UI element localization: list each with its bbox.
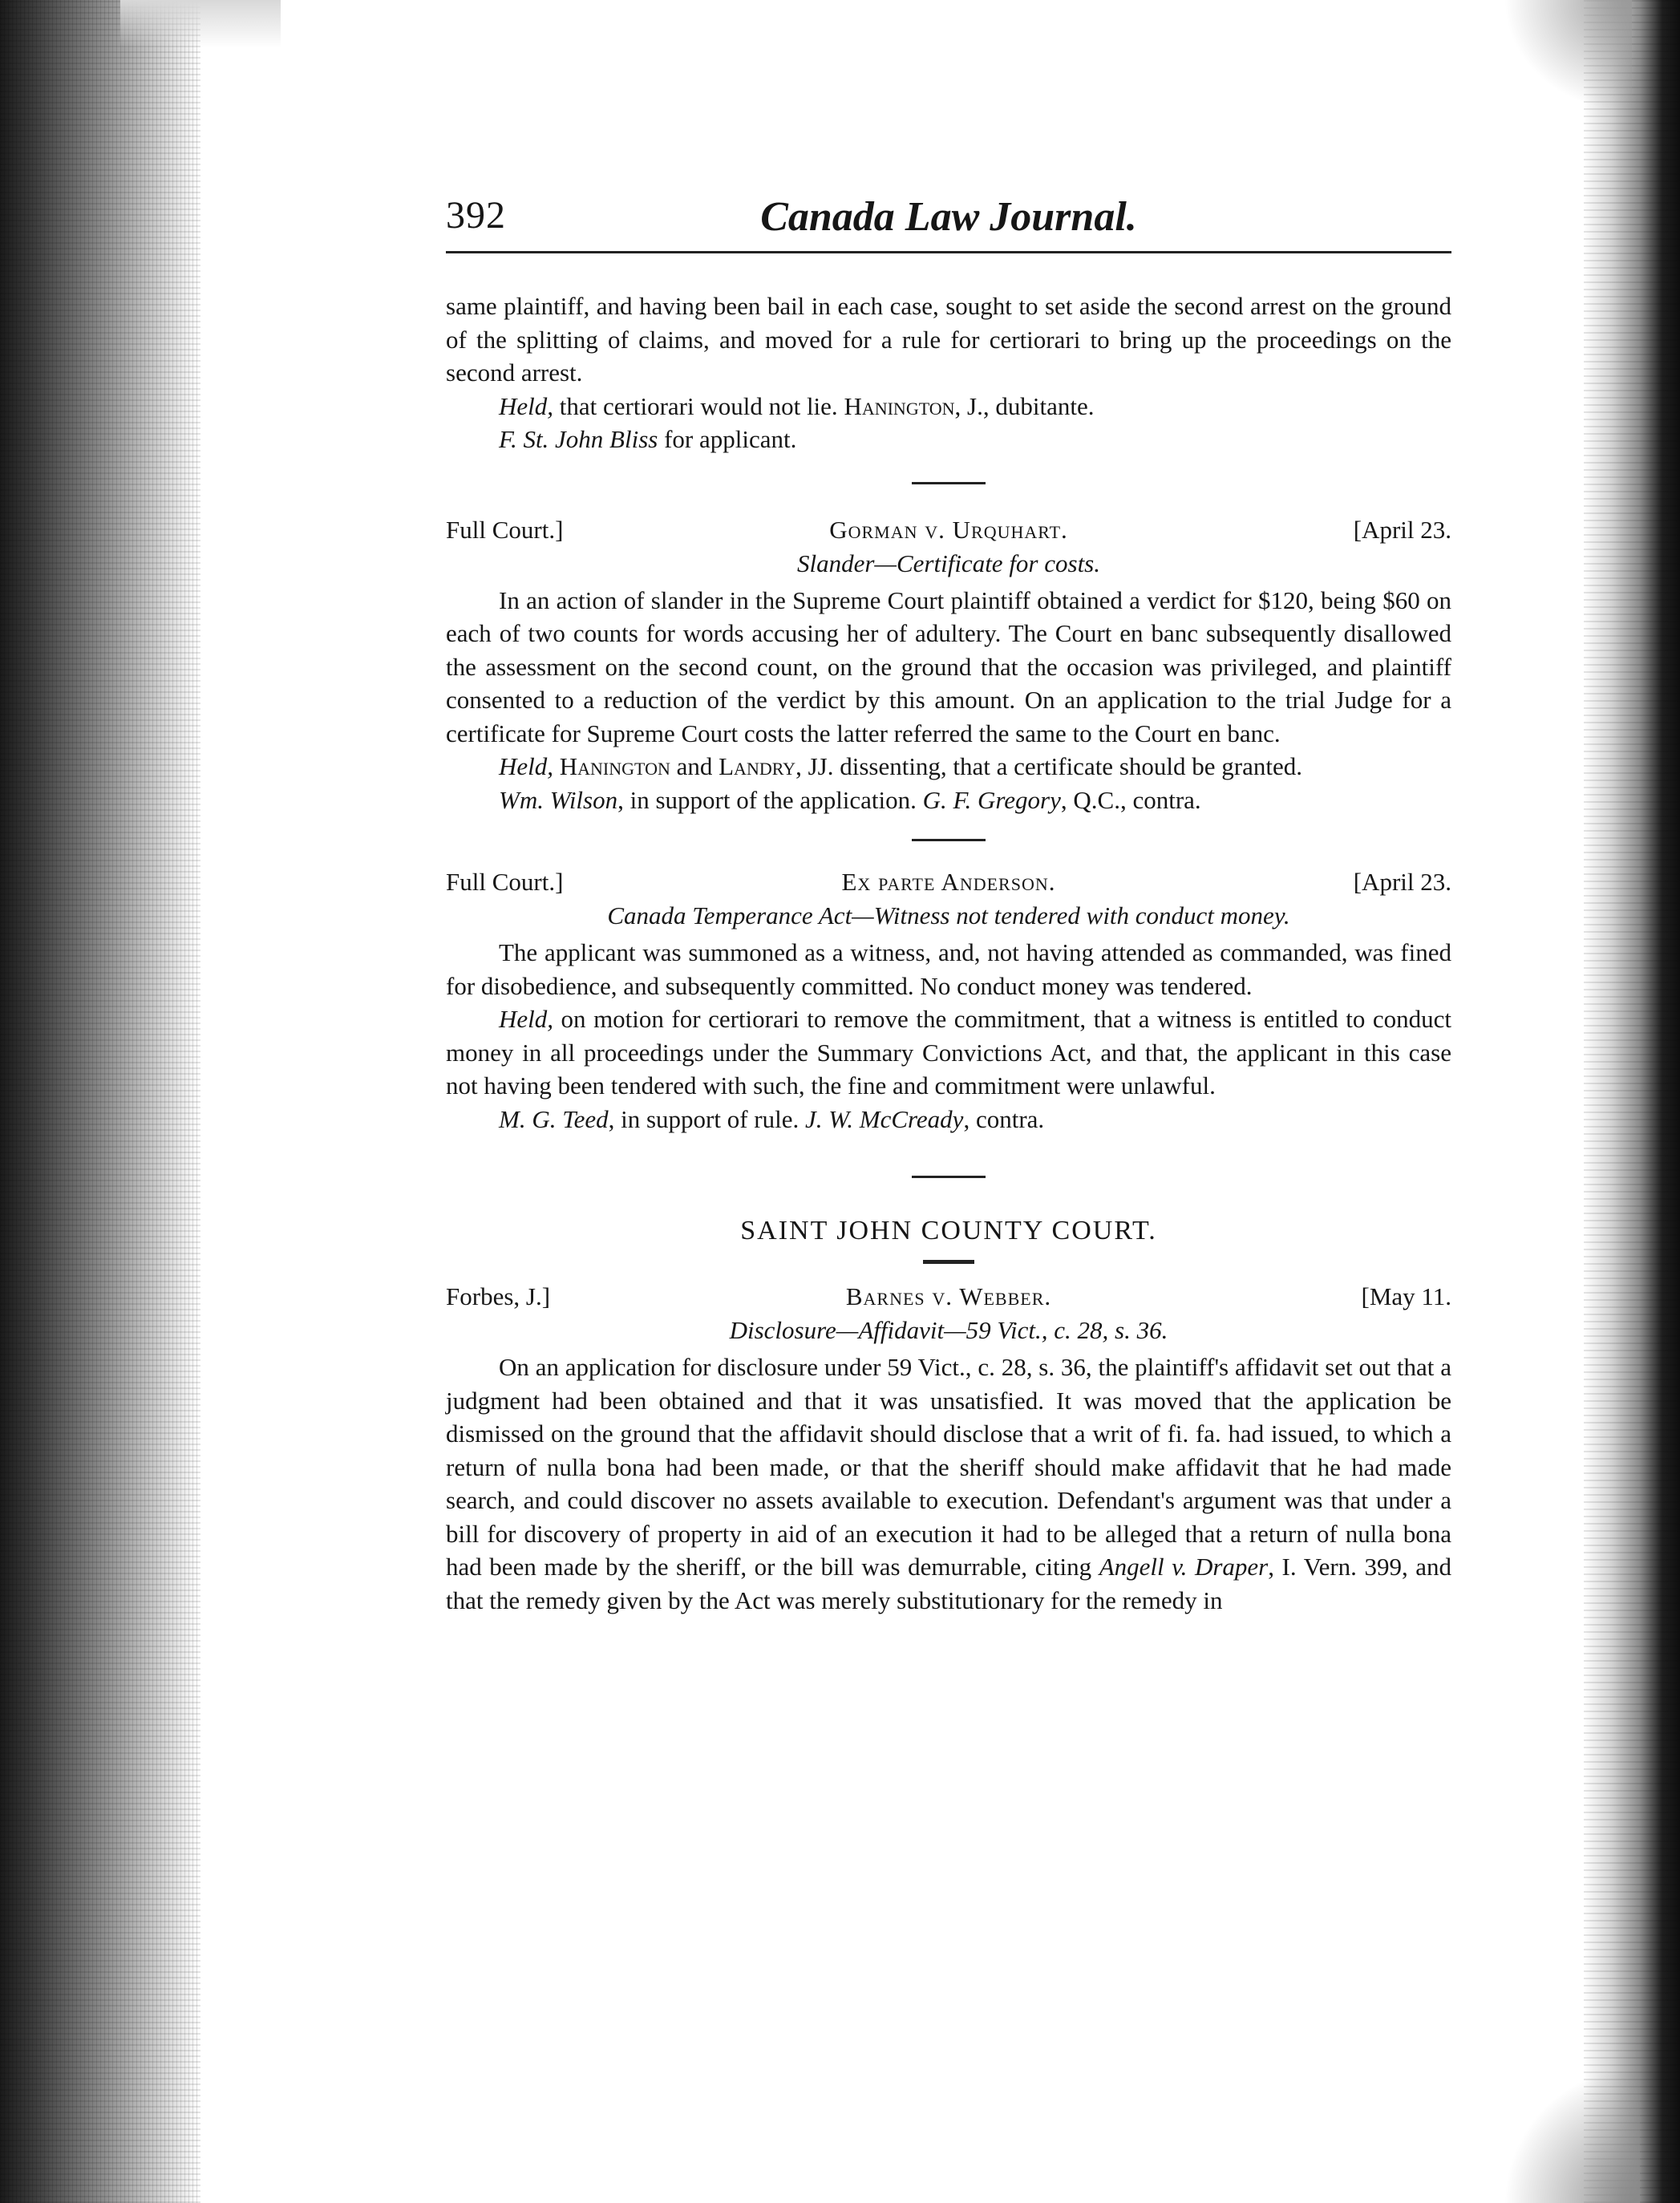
case-name: Barnes v. Webber. [845, 1282, 1052, 1310]
case-date: [April 23. [1353, 515, 1451, 544]
case-counsel: Wm. Wilson, in support of the application. G. F. Gregory, Q.C., contra. [499, 785, 1201, 814]
header-rule [446, 251, 1451, 253]
running-header [446, 196, 1451, 259]
journal-title: Canada Law Journal. [760, 194, 1137, 240]
case-held: Held, on motion for certiorari to remove the commitment, that a witness is entitled to conduct money in all proceedings under the Summary Convictions Act, and that, the applicant in this case not having been tendered with such, the fine and commitment were unlawful. [446, 1005, 1451, 1099]
case-body: The applicant was summoned as a witness, and, not having attended as commanded, was fined for disobedience, and subsequently committed. No conduct money was tendered. [446, 938, 1451, 1000]
continuation-held: Held, that certiorari would not lie. Hanington, J., dubitante. [499, 391, 1095, 420]
case-subheading: Slander—Certificate for costs. [796, 549, 1100, 577]
court-label: Full Court.] [446, 868, 564, 896]
case-subheading: Disclosure—Affidavit—59 Vict., c. 28, s. 36. [729, 1316, 1168, 1344]
page-number: 392 [446, 194, 506, 237]
case-name: Gorman v. Urquhart. [829, 515, 1068, 544]
journal-page [446, 196, 1451, 1617]
case-name: Ex parte Anderson. [841, 868, 1056, 896]
case-body: On an application for disclosure under 59 Vict., c. 28, s. 36, the plaintiff's affidavit set out that a judgment had been obtained and that it was unsatisfied. It was moved that the application be dismissed on the ground that the affidavit should disclose that a writ of fi. fa. had issued, to which a return of nulla bona had been made, or that the sheriff should make affidavit that he had made search, and could discover no assets available to execution. Defendant's argument was that under a bill for discovery of property in aid of an execution it had to be alleged that a return of nulla bona had been made by the sheriff, or the bill was demurrable, citing Angell v. Draper, I. Vern. 399, and that the remedy given by the Act was merely substitutionary for the remedy in [446, 1353, 1452, 1614]
case-heading [446, 1280, 1451, 1314]
court-label: Full Court.] [446, 515, 564, 544]
case-subheading: Canada Temperance Act—Witness not tendered with conduct money. [607, 901, 1290, 929]
scan-shadow-bottom-right [1504, 2067, 1640, 2203]
continuation-paragraph: same plaintiff, and having been bail in each case, sought to set aside the second arrest on the ground of the splitting of claims, and moved for a rule for certiorari to bring up the proceedings on the second arrest. [446, 292, 1451, 387]
case-counsel: M. G. Teed, in support of rule. J. W. McCready, contra. [499, 1104, 1045, 1133]
scan-shadow-top-left [120, 0, 281, 48]
scan-shadow-top-right [1504, 0, 1632, 112]
continuation-counsel: F. St. John Bliss for applicant. [499, 425, 797, 453]
case-date: [May 11. [1361, 1282, 1451, 1310]
case-date: [April 23. [1353, 868, 1451, 896]
case-heading [446, 513, 1451, 547]
case-body: In an action of slander in the Supreme Court plaintiff obtained a verdict for $120, being $60 on each of two counts for words accusing her of adultery. The Court en banc subsequently disallowed the assessment on the second count, on the ground that the occasion was privileged, and plaintiff consented to a reduction of the verdict by this amount. On an application to the trial Judge for a certificate for Supreme Court costs the latter referred the same to the Court en banc. [446, 585, 1451, 747]
scan-edge-right [1584, 0, 1680, 2203]
scan-edge-left [0, 0, 200, 2203]
court-section-title: SAINT JOHN COUNTY COURT. [740, 1216, 1157, 1245]
case-held: Held, Hanington and Landry, JJ. dissenting, that a certificate should be granted. [499, 752, 1302, 780]
case-heading [446, 865, 1451, 899]
court-label: Forbes, J.] [446, 1282, 551, 1310]
